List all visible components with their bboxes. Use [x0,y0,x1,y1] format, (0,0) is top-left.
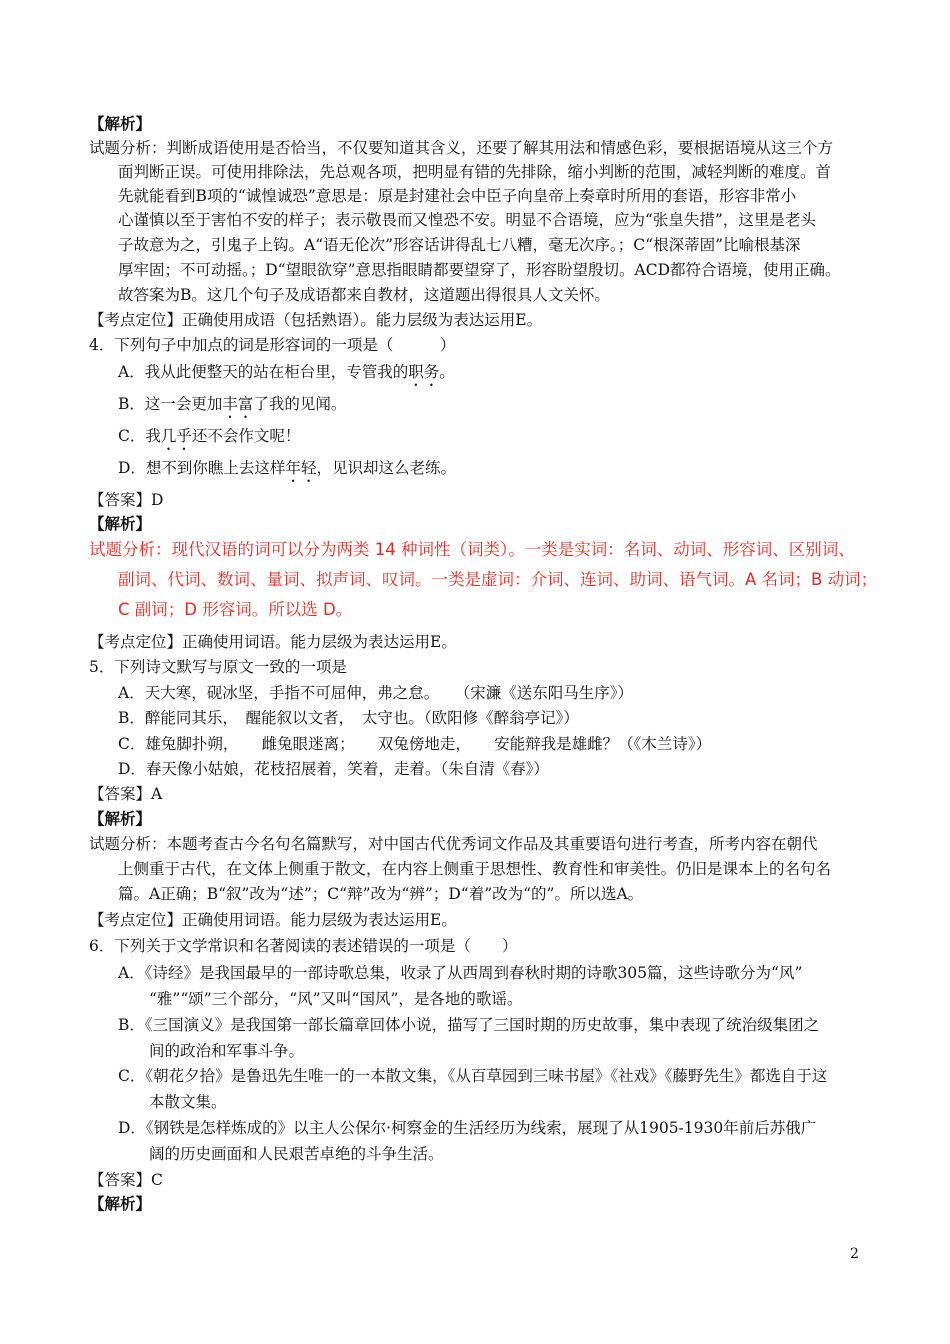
analysis-line: 面判断正误。可使用排除法，先总观各项，把明显有错的先排除，缩小判断的范围，减轻判断的难度。首 [118,163,832,181]
q5-analysis-line: 上侧重于古代，在文体上侧重于散文，在内容上侧重于思想性、教育性和审美性。仍旧是课本上的名句名 [118,860,832,878]
analysis-line: 试题分析：判断成语使用是否恰当，不仅要知道其含义，还要了解其用法和情感色彩，要根据语境从这三个方 [89,139,834,157]
dotted-word: 年轻 [285,459,317,477]
analysis-heading: 【解析】 [89,114,152,133]
q6-option-b-cont: 间的政治和军事斗争。 [149,1042,305,1060]
q5-option-a: A．天大寒，砚冰坚，手指不可屈伸，弗之怠。 （宋濂《送东阳马生序》） [118,684,633,702]
q6-option-a-cont: “雅”“颂”三个部分，“风”又叫“国风”，是各地的歌谣。 [149,990,523,1008]
q4-option-d: D．想不到你瞧上去这样年轻，见识却这么老练。 [118,459,456,477]
q4-analysis-line: 副词、代词、数词、量词、拟声词、叹词。一类是虚词：介词、连词、助词、语气词。A 名词；B 动词； [118,570,878,589]
q5-key-point: 【考点定位】正确使用词语。能力层级为表达运用E。 [89,911,457,929]
q6-analysis-heading: 【解析】 [89,1194,152,1213]
dotted-word: 职务 [408,363,440,381]
analysis-line: 子故意为之，引鬼子上钩。A“语无伦次”形容话讲得乱七八糟，毫无次序。；C“根深蒂固”比喻根基深 [118,236,801,254]
question-5-stem: 5．下列诗文默写与原文一致的一项是 [89,658,347,676]
q4-analysis-heading: 【解析】 [89,514,152,533]
q5-option-b: B．醉能同其乐， 醒能叙以文者， 太守也。（欧阳修《醉翁亭记》） [118,709,579,727]
analysis-line: 心谨慎以至于害怕不安的样子；表示敬畏而又惶恐不安。明显不合语境，应为“张皇失措”，这里是老头 [118,211,816,229]
q5-analysis-line: 试题分析：本题考查古今名句名篇默写，对中国古代优秀词文作品及其重要语句进行考查，所考内容在朝代 [89,835,818,853]
q4-option-c: C．我几乎还不会作文呢！ [118,427,301,445]
dotted-word: 几乎 [160,427,192,445]
q4-answer: 【答案】D [89,491,164,509]
q6-option-b: B．《三国演义》是我国第一部长篇章回体小说，描写了三国时期的历史故事，集中表现了统治级集团之 [118,1016,820,1034]
q4-analysis-line: C 副词；D 形容词。所以选 D。 [118,600,353,619]
q4-key-point: 【考点定位】正确使用词语。能力层级为表达运用E。 [89,633,457,651]
q6-option-c-cont: 本散文集。 [149,1093,227,1111]
analysis-line: 厚牢固；不可动摇。；D“望眼欲穿”意思指眼睛都要望穿了，形容盼望殷切。ACD都符合语境，使用正确。 [118,261,841,279]
q4-option-a: A．我从此便整天的站在柜台里，专管我的职务。 [118,363,455,381]
q5-option-c: C．雄兔脚扑朔， 雌兔眼迷离； 双兔傍地走， 安能辩我是雄雌？（《木兰诗》） [118,735,712,753]
q6-answer: 【答案】C [89,1171,163,1189]
q5-analysis-line: 篇。A正确；B“叙”改为“述”；C“辩”改为“辨”；D“着”改为“的”。所以选A。 [118,885,644,903]
q6-option-c: C．《朝花夕拾》是鲁迅先生唯一的一本散文集，《从百草园到三味书屋》《社戏》《藤野先生》都选自于这 [118,1067,828,1085]
q6-option-d-cont: 阔的历史画面和人民艰苦卓绝的斗争生活。 [149,1145,444,1163]
key-point: 【考点定位】正确使用成语（包括熟语）。能力层级为表达运用E。 [89,311,543,329]
analysis-line: 先就能看到B项的“诚惶诚恐”意思是：原是封建社会中臣子向皇帝上奏章时所用的套语，形容非常小 [118,187,797,205]
question-6-stem: 6．下列关于文学常识和名著阅读的表述错误的一项是（ ） [89,937,518,955]
q5-answer: 【答案】A [89,785,163,803]
q4-analysis-line: 试题分析：现代汉语的词可以分为两类 14 种词性（词类）。一类是实词：名词、动词、形容词、区别词、 [89,540,855,559]
q6-option-d: D．《钢铁是怎样炼成的》以主人公保尔·柯察金的生活经历为线索，展现了从1905-1930年前后苏俄广 [118,1119,817,1137]
analysis-line: 故答案为B。这几个句子及成语都来自教材，这道题出得很具人文关怀。 [118,286,610,304]
q4-option-b: B．这一会更加丰富了我的见闻。 [118,395,347,413]
q6-option-a: A．《诗经》是我国最早的一部诗歌总集，收录了从西周到春秋时期的诗歌305篇，这些诗歌分为“风” [118,964,803,982]
dotted-word: 丰富 [222,395,254,413]
q5-analysis-heading: 【解析】 [89,809,152,828]
page-number: 2 [850,1246,859,1262]
question-4-stem: 4．下列句子中加点的词是形容词的一项是（ ） [89,336,456,354]
q5-option-d: D．春天像小姑娘，花枝招展着，笑着，走着。（朱自清《春》） [118,760,549,778]
